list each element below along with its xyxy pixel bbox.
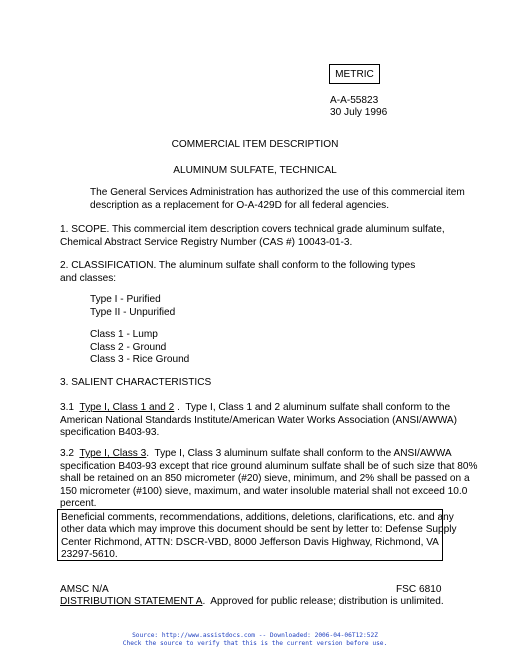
section-3-2-line: shall be retained on an 850 micrometer (#20) sieve, minimum, and 2% shall be passed on a	[60, 473, 470, 485]
source-note	[0, 632, 510, 648]
document-type-title: COMMERCIAL ITEM DESCRIPTION	[171, 139, 339, 150]
section-3-2-line: specification B403-93 except that rice ground aluminum sulfate shall be of such size that 80%	[60, 460, 478, 472]
metric-label: METRIC	[335, 68, 374, 80]
section-3-2-number: 3.2	[60, 448, 80, 459]
intro-line: The General Services Administration has authorized the use of this commercial item	[90, 187, 465, 198]
distribution-statement-label: DISTRIBUTION STATEMENT A	[60, 596, 203, 607]
document-date: 30 July 1996	[330, 107, 388, 118]
section-3-1-line: American National Standards Institute/American Water Works Association (ANSI/AWWA)	[60, 414, 457, 426]
section-3-1-text: . Type I, Class 1 and 2 aluminum sulfate shall conform to the	[174, 402, 451, 413]
section-3-2-title: Type I, Class 3	[79, 448, 147, 459]
fsc-label: FSC 6810	[396, 584, 442, 595]
notice-line: other data which may improve this document should be sent by letter to: Defense Supply	[61, 524, 457, 536]
section-3-1	[60, 402, 457, 440]
document-number: A-A-55823	[330, 95, 379, 106]
section-3-2-text: . Type I, Class 3 aluminum sulfate shall conform to the ANSI/AWWA	[146, 448, 452, 459]
classification-line: and classes:	[60, 272, 117, 284]
section-3-1-number: 3.1	[60, 402, 80, 413]
section-3-2-line: 150 micrometer (#100) sieve, maximum, and water insoluble material shall not exceed 10.0	[60, 485, 468, 497]
notice-line: Center Richmond, ATTN: DSCR-VBD, 8000 Jefferson Davis Highway, Richmond, VA	[61, 536, 439, 548]
section-3-2	[60, 448, 478, 511]
intro-line: description as a replacement for O-A-429D for all federal agencies.	[90, 199, 390, 211]
source-note-line: Check the source to verify that this is the current version before use.	[122, 640, 388, 647]
notice-line: 23297-5610.	[61, 549, 118, 561]
metric-box	[329, 64, 380, 84]
distribution-statement-text: . Approved for public release; distribution is unlimited.	[202, 596, 444, 607]
classification-line: 2. CLASSIFICATION. The aluminum sulfate shall conform to the following types	[60, 260, 416, 271]
scope-line: Chemical Abstract Service Registry Number (CAS #) 10043-01-3.	[60, 236, 353, 248]
class-item: Class 3 - Rice Ground	[90, 354, 190, 366]
type-list	[90, 294, 175, 319]
section-3-1-line1	[60, 402, 452, 415]
section-3-2-line1	[60, 448, 452, 461]
intro-paragraph	[90, 187, 482, 212]
classification-section	[60, 260, 452, 285]
class-item: Class 2 - Ground	[90, 341, 167, 353]
salient-heading: 3. SALIENT CHARACTERISTICS	[60, 377, 212, 388]
class-list	[90, 329, 189, 367]
class-item: Class 1 - Lump	[90, 329, 158, 340]
notice-line: Beneficial comments, recommendations, additions, deletions, clarifications, etc. and any	[61, 512, 454, 523]
amsc-label: AMSC N/A	[60, 584, 109, 595]
distribution-statement	[60, 596, 444, 607]
scope-line: 1. SCOPE. This commercial item description covers technical grade aluminum sulfate,	[60, 224, 445, 235]
section-3-1-title: Type I, Class 1 and 2	[79, 402, 175, 413]
source-note-line: Source: http://www.assistdocs.com -- Downloaded: 2006-04-06T12:52Z	[132, 632, 378, 639]
section-3-1-line: specification B403-93.	[60, 427, 160, 439]
comments-notice-box	[57, 509, 457, 561]
type-item: Type II - Unpurified	[90, 306, 176, 318]
section-3-2-line: percent.	[60, 498, 97, 510]
document-subject-title: ALUMINUM SULFATE, TECHNICAL	[173, 165, 337, 176]
scope-section	[60, 224, 452, 249]
type-item: Type I - Purified	[90, 294, 161, 305]
